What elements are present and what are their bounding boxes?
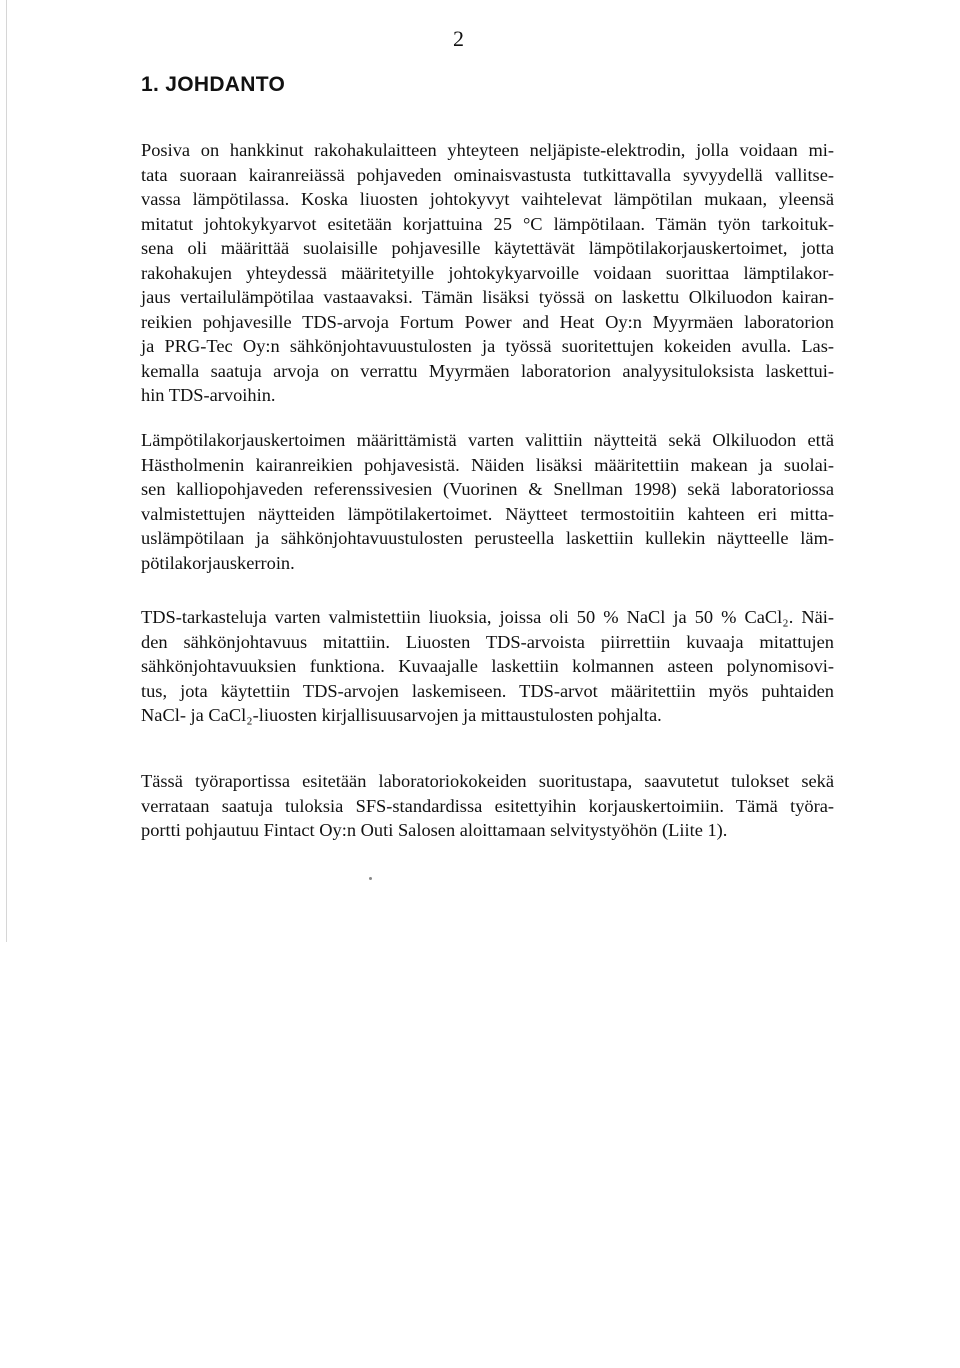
paragraph-line: Hästholmenin kairanreikien pohjavesistä. Näiden lisäksi määritettiin makean ja suolai- bbox=[141, 454, 834, 475]
paragraph-line: hin TDS-arvoihin. bbox=[141, 385, 276, 405]
paragraph-line: portti pohjautuu Fintact Oy:n Outi Salosen aloittamaan selvitystyöhön (Liite 1). bbox=[141, 820, 728, 840]
paragraph-line: Lämpötilakorjauskertoimen määrittämistä varten valittiin näytteitä sekä Olkiluodon että bbox=[141, 430, 834, 450]
paragraph-line: jaus vertailulämpötilaa vastaavaksi. Tämän lisäksi työssä on laskettu Olkiluodon kairan- bbox=[141, 287, 834, 307]
scan-edge-line bbox=[6, 0, 7, 942]
paragraph-line: sähkönjohtavuuksien funktiona. Kuvaajalle laskettiin kolmannen asteen polynomisovi- bbox=[141, 656, 834, 676]
paragraph-line: sen kalliopohjaveden referenssivesien (Vuorinen & Snellman 1998) sekä laboratoriossa bbox=[141, 479, 834, 499]
paragraph-4 bbox=[141, 769, 834, 843]
section-heading: 1. JOHDANTO bbox=[141, 73, 286, 96]
paragraph-line: NaCl- ja CaCl₂-liuosten kirjallisuusarvojen ja mittaustulosten pohjalta. bbox=[141, 705, 662, 725]
paragraph-line: pötilakorjauskerroin. bbox=[141, 552, 295, 573]
paragraph-line: tus, jota käytettiin TDS-arvojen laskemiseen. TDS-arvot määritettiin myös puhtaiden bbox=[141, 680, 834, 701]
paragraph-line: TDS-tarkasteluja varten valmistettiin liuoksia, joissa oli 50 % NaCl ja 50 % CaCl₂. Näi- bbox=[141, 607, 834, 627]
paragraph-3 bbox=[141, 605, 834, 728]
paragraph-line: rakohakujen yhteydessä määritetyille johtokykyarvoille voidaan suorittaa lämptilakor- bbox=[141, 262, 834, 283]
paragraph-line: sena oli määrittää suolaisille pohjavesille käytettävät lämpötilakorjauskertoimet, jotta bbox=[141, 238, 834, 258]
paragraph-line: reikien pohjavesille TDS-arvoja Fortum Power and Heat Oy:n Myyrmäen laboratorion bbox=[141, 311, 834, 332]
paragraph-2 bbox=[141, 428, 834, 575]
paragraph-line: den sähkönjohtavuus mitattiin. Liuosten TDS-arvoista piirrettiin kuvaaja mitattujen bbox=[141, 631, 834, 652]
paragraph-line: mitatut johtokykyarvot esitetään korjattuina 25 °C lämpötilaan. Tämän työn tarkoituk- bbox=[141, 213, 834, 234]
paragraph-line: uslämpötilaan ja sähkönjohtavuustulosten perusteella laskettiin kullekin näytteelle läm- bbox=[141, 528, 834, 548]
paragraph-line: ja PRG-Tec Oy:n sähkönjohtavuustulosten ja työssä suoritettujen kokeiden avulla. Las- bbox=[141, 336, 834, 356]
paragraph-line: verrataan saatuja tuloksia SFS-standardissa esitettyihin korjauskertoimiin. Tämä työra- bbox=[141, 795, 834, 816]
paragraph-line: tata suoraan kairanreiässä pohjaveden ominaisvastusta tutkittavalla syvyydellä vallitse- bbox=[141, 164, 834, 185]
paragraph-line: Tässä työraportissa esitetään laboratoriokokeiden suoritustapa, saavutetut tulokset sekä bbox=[141, 771, 834, 791]
paragraph-line: kemalla saatuja arvoja on verrattu Myyrmäen laboratorion analyysituloksista laskettui- bbox=[141, 360, 834, 381]
paragraph-line: valmistettujen näytteiden lämpötilakertoimet. Näytteet termostoitiin kahteen eri mitta- bbox=[141, 503, 834, 524]
paragraph-1 bbox=[141, 138, 834, 408]
page-number: 2 bbox=[453, 26, 464, 51]
paragraph-line: Posiva on hankkinut rakohakulaitteen yhteyteen neljäpiste-elektrodin, jolla voidaan mi- bbox=[141, 140, 834, 160]
stray-mark bbox=[369, 877, 372, 880]
paragraph-line: vassa lämpötilassa. Koska liuosten johtokyvyt vaihtelevat lämpötilan mukaan, yleensä bbox=[141, 189, 834, 209]
